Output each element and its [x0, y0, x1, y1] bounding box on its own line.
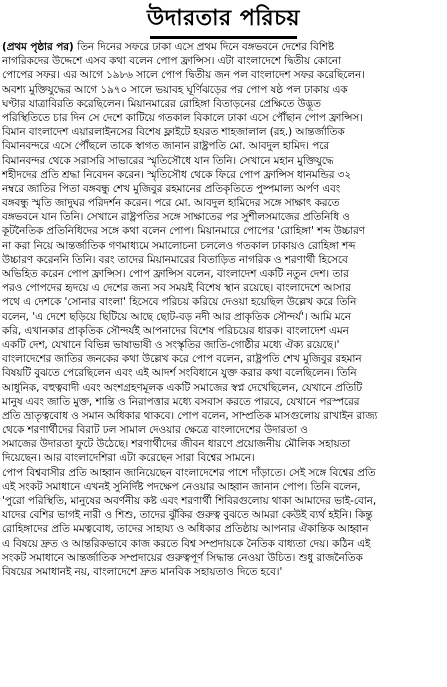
article-line — [2, 111, 443, 125]
article-line — [2, 196, 443, 210]
article-line — [2, 409, 443, 423]
article-line — [2, 295, 443, 309]
article-line — [2, 338, 443, 352]
article-line — [2, 139, 443, 153]
article-line-text: পোপ বিশ্ববাসীর প্রতি আহ্বান জানিয়েছেন বাংলাদেশের পাশে দাঁড়াতে। সেই সঙ্গে বিশ্বের প্রতি — [2, 466, 376, 479]
article-line — [2, 154, 443, 168]
article-line — [2, 494, 443, 508]
article-line-text: 'পুরো পরিস্থিতি, মানুষের অবর্ণনীয় কষ্ট এবং শরণার্থী শিবিরগুলোয় থাকা আমাদের ভাই-বোন, — [2, 495, 377, 507]
article-line-text: যাদের বেশির ভাগই নারী ও শিশু, তাদের ঝুঁকির গুরুত্ব বুঝতে আমরা কেউই ব্যর্থ হইনি। কিন্তু — [2, 509, 373, 522]
article-line-text: এই সংকট সমাধানে এখনই সুনির্দিষ্ট পদক্ষেপ নেওয়ার আহ্বান জানান পোপ। তিনি বলেন, — [2, 480, 361, 493]
article-line-text: বাংলাদেশের জাতির জনকের কথা উল্লেখ করে পোপ বলেন, রাষ্ট্রপতি শেখ মুজিবুর রহমান — [2, 353, 362, 366]
article-line — [2, 83, 443, 97]
article-line-text: তিন দিনের সফরে ঢাকা এসে প্রথম দিনে বঙ্গভবনে দেশের বিশিষ্ট — [77, 41, 335, 53]
article-line-text: রোহিঙ্গাদের প্রতি মমত্ববোধ, তাদের সাহায্য ও অধিকার প্রতিষ্ঠায় আপনার ঐকান্তিক আহ্বান — [2, 523, 369, 536]
article-line-text: নাগরিকদের উদ্দেশে এসব কথা বলেন পোপ ফ্রান্সিস। এটা বাংলাদেশে দ্বিতীয় কোনো — [2, 55, 341, 68]
article-line-text: একটি দেশ, যেখানে বিভিন্ন ভাষাভাষী ও সংস্কৃতির জাতি-গোষ্ঠীর মধ্যে ঐক্য রয়েছে।' — [2, 338, 340, 351]
article-line-text: ঘণ্টার যাত্রাবিরতি করেছিলেন। মিয়ানমারের রোহিঙ্গা বিতাড়নের প্রেক্ষিতে উদ্ভূত — [2, 97, 321, 110]
article-line-text: বিমানবন্দর থেকে সরাসরি সাভারের স্মৃতিসৌধে যান তিনি। সেখানে মহান মুক্তিযুদ্ধে — [2, 154, 334, 167]
article-title: উদারতার পরিচয় — [147, 6, 300, 31]
article-line-text: কূটনৈতিক প্রতিনিধিদের সঙ্গে কথা বলেন পোপ। মিয়ানমারে পোপের 'রোহিঙ্গা' শব্দ উচ্চারণ — [2, 225, 365, 238]
article-line — [2, 395, 443, 409]
article-line — [2, 451, 443, 465]
article-line — [2, 210, 443, 224]
article-line-text: বিষয়ের সমাধানই নয়, বাংলাদেশে দ্রুত মানবিক সহায়তাও দিতে হবে।' — [2, 565, 283, 578]
article-line-text: সংকট সমাধানে আন্তর্জাতিক সম্প্রদায়ের গুরুত্বপূর্ণ সিদ্ধান্ত নেওয়া উচিত। শুধু রাজনৈতিক — [2, 551, 363, 564]
article-line — [2, 253, 443, 267]
article-line — [2, 466, 443, 480]
article-line-text: আধুনিক, বহুত্ববাদী এবং অংশগ্রহণমূলক একটি সমাজের স্বপ্ন দেখেছিলেন, যেখানে প্রতিটি — [2, 381, 363, 394]
article-line — [2, 281, 443, 295]
article-line-text: এ বিষয়ে দ্রুত ও আন্তরিকভাবে কাজ করতে বিশ্ব সম্প্রদায়কে নৈতিক বাধ্যতা দেয়। কঠিন এই — [2, 537, 371, 550]
article-line — [2, 182, 443, 196]
article-line-text: মানুষ এবং জাতি মুক্ত, শান্তি ও নিরাপত্তার মধ্যে বসবাস করতে পারবে, যেখানে পরস্পরের — [2, 395, 360, 408]
article-line-text: অবশ্য মুক্তিযুদ্ধের আগে ১৯৭০ সালে ভয়াবহ ঘূর্ণিঝড়ের পর পোপ ষষ্ঠ পল ঢাকায় এক — [2, 83, 348, 96]
article-line-text: নম্বরে জাতির পিতা বঙ্গবন্ধু শেখ মুজিবুর রহমানের প্রতিকৃতিতে পুষ্পমাল্য অর্পণ এবং — [2, 182, 341, 195]
article-line — [2, 68, 443, 82]
article-line-text: সমাজের উদারতা ফুটে উঠেছে। শরণার্থীদের জীবন ধারণে প্রয়োজনীয় মৌলিক সহায়তা — [2, 438, 351, 451]
article-line — [2, 537, 443, 551]
article-line — [2, 224, 443, 238]
article-line — [2, 125, 443, 139]
article-body — [2, 40, 443, 579]
continued-marker: (প্রথম পৃষ্ঠার পর) — [2, 41, 78, 53]
article-line — [2, 97, 443, 111]
article-line — [2, 480, 443, 494]
article-line-text: দিয়েছেন। আর বাংলাদেশিরা এটা করেছেন সারা বিশ্বের সামনে। — [2, 452, 255, 465]
article-line — [2, 40, 443, 54]
article-line-text: বিমানবন্দরে এসে পৌঁছলে তাকে স্বাগত জানান রাষ্ট্রপতি মো. আবদুল হামিদ। পরে — [2, 140, 330, 153]
article-line — [2, 366, 443, 380]
article-line — [2, 324, 443, 338]
article-line-text: না করা নিয়ে আন্তর্জাতিক গণমাধ্যমে সমালোচনা চললেও গতকাল ঢাকায়ও রোহিঙ্গা শব্দ — [2, 239, 356, 252]
article-line — [2, 437, 443, 451]
title-underline — [150, 36, 297, 39]
article-line-text: বলেন, 'এ দেশে ছড়িয়ে ছিটিয়ে আছে ছোট-বড় নদী আর প্রাকৃতিক সৌন্দর্য'। আমি মনে — [2, 310, 351, 323]
article-line — [2, 168, 443, 182]
article-line-text: করি, এখানকার প্রাকৃতিক সৌন্দর্যই আপনাদের বিশেষ পরিচয়ের ধারক। বাংলাদেশ এমন — [2, 324, 349, 337]
article-line-text: বঙ্গবন্ধু স্মৃতি জাদুঘর পরিদর্শন করেন। পরে মো. আবদুল হামিদের সঙ্গে সাক্ষাৎ করতে — [2, 197, 340, 210]
article-line-text: পোপের সফর। এর আগে ১৯৮৬ সালে পোপ দ্বিতীয় জন পল বাংলাদেশ সফর করেছিলেন। — [2, 69, 365, 82]
article-line — [2, 239, 443, 253]
article-line — [2, 310, 443, 324]
article-line-text: শহীদদের প্রতি শ্রদ্ধা নিবেদন করেন। স্মৃতিসৌধ থেকে ফিরে পোপ ফ্রান্সিস ধানমন্ডির ৩২ — [2, 168, 352, 181]
article-line-text: বিমান বাংলাদেশ এয়ারলাইনসের বিশেষ ফ্লাইটে হযরত শাহজালাল (রহ.) আন্তর্জাতিক — [2, 126, 345, 139]
article-line-text: অভিহিত করেন পোপ ফ্রান্সিস। পোপ ফ্রান্সিস বলেন, বাংলাদেশ একটি নতুন দেশ। তার — [2, 268, 349, 280]
article-line-text: পথে এ দেশকে 'সোনার বাংলা' হিসেবে পরিচয় করিয়ে দেওয়া হয়েছিল উল্লেখ করে তিনি — [2, 296, 357, 309]
article-line-text: বিষয়টি বুঝতে পেরেছিলেন এবং এই আদর্শ সংবিধানে যুক্ত করার কথা বলেছিলেন। তিনি — [2, 367, 357, 380]
article-line — [2, 267, 443, 281]
article-line — [2, 54, 443, 68]
article-line-text: বঙ্গভবনে যান তিনি। সেখানে রাষ্ট্রপতির সঙ্গে সাক্ষাতের পর সুশীলসমাজের প্রতিনিধি ও — [2, 211, 350, 224]
article-line — [2, 522, 443, 536]
article-line — [2, 381, 443, 395]
article-line — [2, 508, 443, 522]
article-line — [2, 551, 443, 565]
article-line — [2, 423, 443, 437]
article-line — [2, 352, 443, 366]
article-line-text: থেকে শরণার্থীদের বিরাট ঢল সামাল দেওয়ার ক্ষেত্রে বাংলাদেশের উদারতা ও — [2, 424, 308, 437]
article-line-text: প্রতি ভ্রাতৃত্ববোধ ও সমান অধিকার থাকবে। পোপ বলেন, সাম্প্রতিক মাসগুলোয় রাখাইন রাজ্য — [2, 409, 378, 422]
article-line — [2, 565, 443, 579]
article-line-text: পরও পোপদের হৃদয়ে এ দেশের জন্য সব সময়ই বিশেষ স্থান রয়েছে। বাংলাদেশে আসার — [2, 282, 351, 295]
article-line-text: পরিস্থিতিতে চার দিন সে দেশে কাটিয়ে গতকাল বিকালে ঢাকা এসে পৌঁছান পোপ ফ্রান্সিস। — [2, 111, 363, 124]
article-line-text: উচ্চারণ করেননি তিনি। বরং তাদের মিয়ানমারের বিতাড়িত নাগরিক ও শরণার্থী হিসেবে — [2, 253, 348, 266]
